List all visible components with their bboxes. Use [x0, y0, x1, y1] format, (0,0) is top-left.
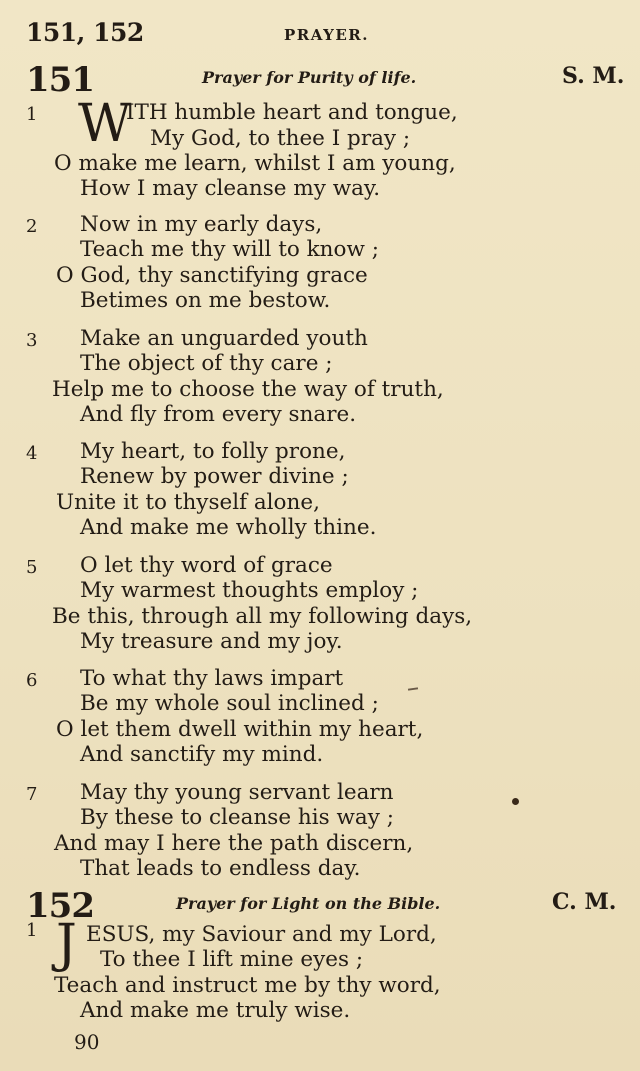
stanza-number: 1 — [26, 104, 38, 125]
verse-line: Teach and instruct me by thy word, — [54, 973, 441, 998]
stanza-number: 4 — [26, 443, 38, 464]
verse-line: Be my whole soul inclined ; — [80, 691, 379, 716]
verse-line: And fly from every snare. — [80, 402, 357, 427]
hymn-number: 151 — [26, 60, 94, 100]
ink-mark — [408, 687, 418, 690]
running-head — [26, 18, 616, 48]
stanza-number: 6 — [26, 670, 38, 691]
verse-line: Help me to choose the way of truth, — [52, 377, 444, 402]
verse-line: O let them dwell within my heart, — [56, 717, 424, 742]
verse-line: Renew by power divine ; — [80, 464, 349, 489]
verse-line: O God, thy sanctifying grace — [56, 263, 368, 288]
verse-line: Teach me thy will to know ; — [80, 237, 379, 262]
verse-line: That leads to endless day. — [80, 856, 361, 881]
verse-line: And sanctify my mind. — [80, 742, 324, 767]
verse-line: Be this, through all my following days, — [52, 604, 473, 629]
stanza-number: 7 — [26, 784, 38, 805]
verse-line: And make me wholly thine. — [80, 515, 377, 540]
stanza-number: 2 — [26, 216, 38, 237]
section-title: PRAYER. — [284, 26, 369, 44]
hymn-header-151 — [26, 60, 626, 100]
page-number: 90 — [74, 1030, 100, 1054]
hymn-number: 152 — [26, 886, 94, 926]
verse-line: My heart, to folly prone, — [80, 439, 346, 464]
verse-line: How I may cleanse my way. — [80, 176, 381, 201]
verse-line: O make me learn, whilst I am young, — [54, 151, 456, 176]
verse-line: And make me truly wise. — [80, 998, 351, 1023]
verse-line: To what thy laws impart — [80, 666, 344, 691]
hymn-header-152 — [26, 886, 626, 926]
verse-line: The object of thy care ; — [80, 351, 333, 376]
verse-line: To thee I lift mine eyes ; — [100, 947, 364, 972]
verse-line: Betimes on me bestow. — [80, 288, 331, 313]
verse-line: My treasure and my joy. — [80, 629, 343, 654]
hymn-meter: C. M. — [552, 889, 617, 915]
hymn-title: Prayer for Purity of life. — [202, 68, 417, 87]
verse-line: By these to cleanse his way ; — [80, 805, 394, 830]
hymn-meter: S. M. — [562, 63, 625, 89]
verse-line: ESUS, my Saviour and my Lord, — [86, 922, 437, 947]
hymn-range: 151, 152 — [26, 18, 144, 47]
verse-line: Unite it to thyself alone, — [56, 490, 320, 515]
hymn-title: Prayer for Light on the Bible. — [176, 894, 441, 913]
verse-line: And may I here the path discern, — [54, 831, 414, 856]
stanza-number: 5 — [26, 557, 38, 578]
stanza-number: 1 — [26, 920, 38, 941]
verse-line: Now in my early days, — [80, 212, 323, 237]
verse-line: Make an unguarded youth — [80, 326, 368, 351]
drop-cap: J — [56, 914, 77, 974]
verse-line: My warmest thoughts employ ; — [80, 578, 419, 603]
verse-line: My God, to thee I pray ; — [150, 126, 411, 151]
drop-cap: W — [78, 94, 132, 154]
verse-line: May thy young servant learn — [80, 780, 394, 805]
verse-line: O let thy word of grace — [80, 553, 333, 578]
verse-line: ITH humble heart and tongue, — [126, 100, 458, 125]
stanza-number: 3 — [26, 330, 38, 351]
ink-blot — [512, 798, 519, 805]
